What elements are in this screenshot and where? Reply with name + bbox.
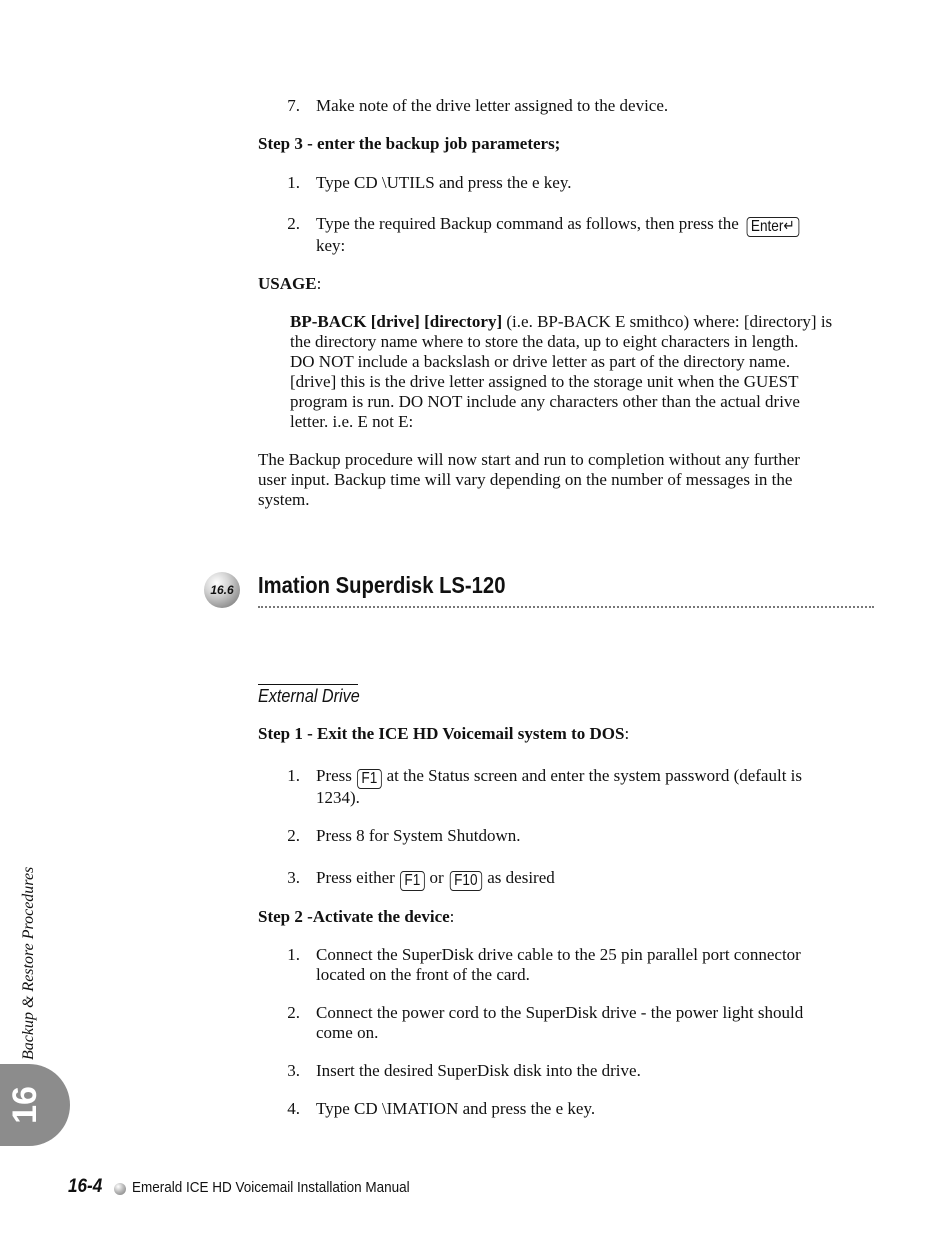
step2-heading-text: Step 2 -Activate the device <box>258 907 450 926</box>
list-item-text-part: Type the required Backup command as follows, then press the <box>316 214 739 233</box>
usage-line: [drive] this is the drive letter assigned to the storage unit when the GUEST <box>290 372 799 391</box>
list-item-text-continued: located on the front of the card. <box>316 965 530 984</box>
chapter-number: 16 <box>6 1086 44 1124</box>
list-number: 7. <box>287 96 300 115</box>
usage-colon: : <box>316 274 322 293</box>
step2-heading <box>258 907 454 927</box>
footer-bullet-icon <box>114 1183 126 1195</box>
list-item-text-part: or <box>429 868 444 887</box>
list-item-text: Insert the desired SuperDisk disk into the drive. <box>316 1061 641 1080</box>
list-item-text-part: Press either <box>316 868 395 887</box>
f10-key: F10 <box>450 871 482 891</box>
page-number: 16-4 <box>68 1176 103 1197</box>
paragraph-line: system. <box>258 490 310 509</box>
step1-heading <box>258 724 629 744</box>
step1-heading-text: Step 1 - Exit the ICE HD Voicemail system to DOS <box>258 724 625 743</box>
list-number: 1. <box>287 173 300 192</box>
paragraph-line: user input. Backup time will vary depending on the number of messages in the <box>258 470 793 489</box>
list-item-text-continued: come on. <box>316 1023 379 1042</box>
usage-command: BP-BACK [drive] [directory] <box>290 312 503 331</box>
chapter-side-label: Backup & Restore Procedures <box>20 866 37 1060</box>
list-item-text: Type CD \UTILS and press the e key. <box>316 173 572 192</box>
f1-key: F1 <box>400 871 424 891</box>
usage-line: the directory name where to store the data, up to eight characters in length. <box>290 332 799 351</box>
step3-heading: Step 3 - enter the backup job parameters; <box>258 134 561 153</box>
f1-key: F1 <box>357 769 381 789</box>
list-number: 1. <box>287 766 300 785</box>
list-number: 3. <box>287 868 300 887</box>
usage-label <box>258 274 321 294</box>
usage-line: DO NOT include a backslash or drive letter as part of the directory name. <box>290 352 791 371</box>
subheading-rule <box>258 684 358 685</box>
section-title: Imation Superdisk LS-120 <box>258 572 506 598</box>
list-item-text-continued: 1234). <box>316 788 360 807</box>
list-item-text: Press 8 for System Shutdown. <box>316 826 521 845</box>
list-number: 3. <box>287 1061 300 1080</box>
section-number-badge: 16.6 <box>204 572 240 608</box>
step1-heading-colon: : <box>624 724 630 743</box>
list-item-text-continued: key: <box>316 236 346 255</box>
enter-key-label: Enter <box>750 218 784 235</box>
list-item-text-part: as desired <box>487 868 555 887</box>
usage-line-text: (i.e. BP-BACK E smithco) where: [directory] is <box>502 312 833 331</box>
list-number: 4. <box>287 1099 300 1118</box>
section-divider <box>258 606 874 608</box>
manual-title: Emerald ICE HD Voicemail Installation Manual <box>132 1179 410 1196</box>
list-number: 2. <box>287 826 300 845</box>
subheading: External Drive <box>258 686 360 706</box>
list-number: 2. <box>287 214 300 233</box>
list-item-text <box>316 766 802 789</box>
step2-heading-colon: : <box>449 907 455 926</box>
usage-line <box>290 312 832 332</box>
list-number: 2. <box>287 1003 300 1022</box>
list-item-text: Make note of the drive letter assigned to the device. <box>316 96 669 115</box>
list-item-text: Type CD \IMATION and press the e key. <box>316 1099 596 1118</box>
list-item-text: Connect the power cord to the SuperDisk drive - the power light should <box>316 1003 804 1022</box>
paragraph-line: The Backup procedure will now start and run to completion without any further <box>258 450 800 469</box>
list-number: 1. <box>287 945 300 964</box>
list-item-text: Connect the SuperDisk drive cable to the 25 pin parallel port connector <box>316 945 801 964</box>
enter-key <box>746 217 798 237</box>
usage-label-text: USAGE <box>258 274 317 293</box>
usage-line: program is run. DO NOT include any characters other than the actual drive <box>290 392 800 411</box>
list-item-text <box>316 214 806 237</box>
list-item-text <box>316 868 555 891</box>
list-item-text-part: at the Status screen and enter the system password (default is <box>386 766 803 785</box>
list-item-text-part: Press <box>316 766 352 785</box>
enter-arrow-icon: ↵ <box>783 218 795 235</box>
usage-line: letter. i.e. E not E: <box>290 412 414 431</box>
